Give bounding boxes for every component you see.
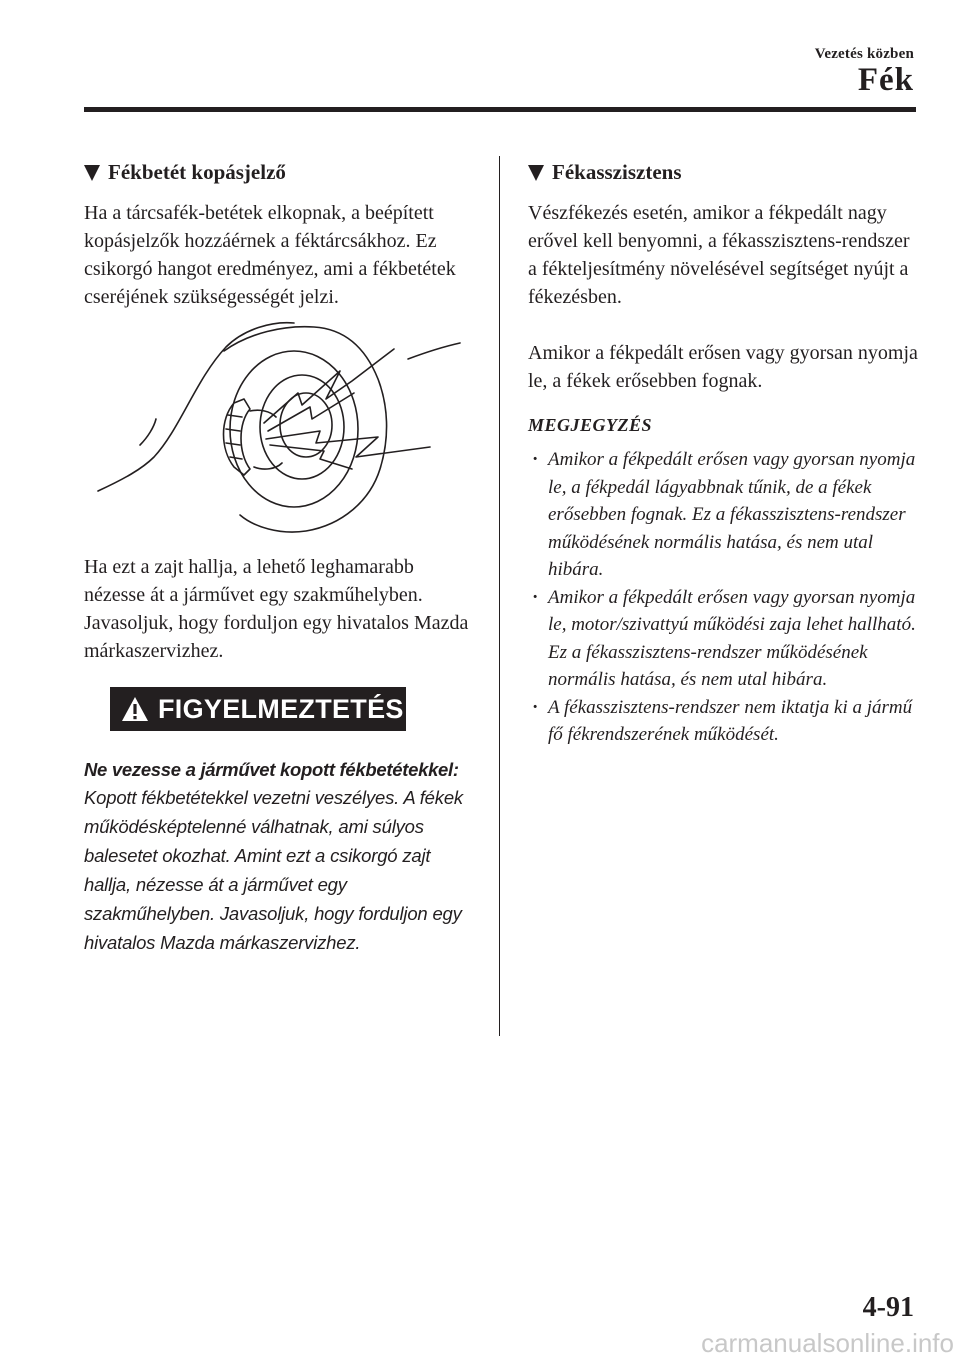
section-title-text: Fékasszisztens — [552, 160, 682, 184]
warning-banner — [110, 687, 406, 731]
list-item: · Amikor a fékpedált erősen vagy gyorsan nyomja le, a fékpedál lágyabbnak tűnik, de a fékek erősebben fognak. Ez a fékasszisztens-rendszer működésének normális hatása, és nem utal hibára. — [528, 446, 920, 584]
warning-triangle-icon — [120, 695, 150, 723]
brake-wear-intro: Ha a tárcsafék-betétek elkopnak, a beépített kopásjelzők hozzáérnek a féktárcsákhoz. Ez csikorgó hangot eredményez, ami a fékbetétek cseréjének szükségességét jelzi. — [84, 202, 456, 308]
brake-wear-advice: Ha ezt a zajt hallja, a lehető leghamarabb nézesse át a járművet egy szakműhelyben. Javasoljuk, hogy forduljon egy hivatalos Mazda márkaszervizhez. — [84, 556, 469, 662]
triangle-down-icon — [528, 165, 544, 181]
section-title-brake-pad-wear — [84, 160, 470, 185]
brake-disc-illustration — [84, 319, 470, 539]
warning-label: FIGYELMEZTETÉS — [158, 693, 404, 724]
warning-body: Kopott fékbetétekkel vezetni veszélyes. A fékek működésképtelenné válhatnak, ami súlyos balesetet okozhat. Amint ezt a csikorgó zajt hallja, nézesse át a járművet egy szakműhelyben. Javasoljuk, hogy forduljon egy hivatalos Mazda márkaszervizhez. — [84, 787, 463, 953]
column-divider — [499, 156, 500, 1036]
list-item: · A fékasszisztens-rendszer nem iktatja ki a jármű fő fékrendszerének működését. — [528, 694, 920, 749]
header-rule — [84, 107, 916, 112]
chapter-header: Vezetés közben — [814, 46, 914, 62]
brake-assist-para-2: Amikor a fékpedált erősen vagy gyorsan nyomja le, a fékek erősebben fognak. — [528, 342, 918, 392]
note-title: MEGJEGYZÉS — [528, 415, 653, 435]
page-title: Fék — [857, 62, 914, 98]
brake-assist-para-1: Vészfékezés esetén, amikor a fékpedált nagy erővel kell benyomni, a fékasszisztens-rendszer a fékteljesítmény növelésével segítséget nyújt a fékezésben. — [528, 202, 910, 308]
section-title-text: Fékbetét kopásjelző — [108, 160, 286, 184]
left-column — [84, 160, 470, 957]
right-column — [528, 160, 920, 749]
warning-heading: Ne vezesse a járművet kopott fékbetétekkel: — [84, 759, 459, 780]
note-list — [528, 446, 920, 749]
list-item: · Amikor a fékpedált erősen vagy gyorsan nyomja le, motor/szivattyú működési zaja lehet hallható. Ez a fékasszisztens-rendszer működésének normális hatása, és nem utal hibára. — [528, 584, 920, 694]
section-title-brake-assist — [528, 160, 920, 185]
triangle-down-icon — [84, 165, 100, 181]
page-number: 4-91 — [862, 1292, 914, 1323]
watermark: carmanualsonline.info — [701, 1328, 954, 1358]
